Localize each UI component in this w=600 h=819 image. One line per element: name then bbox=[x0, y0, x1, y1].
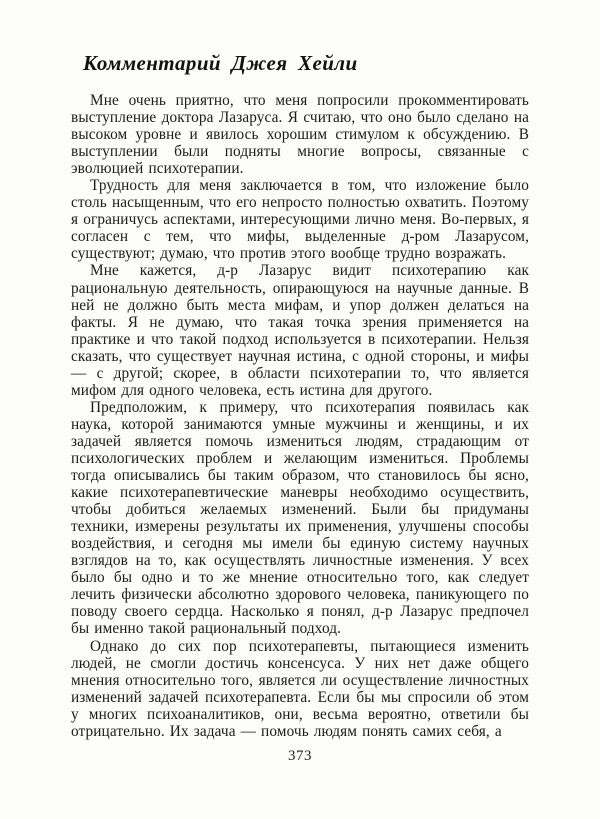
page-number: 373 bbox=[288, 748, 312, 764]
paragraph-3: Мне кажется, д-р Лазарус видит психотерапию как рациональную деятельность, опирающуюся на научные данные. В ней не должно быть места мифам, и упор должен делаться на факты. Я не думаю, что такая точка зрения применяется на практике и что такой подход используется в психотерапии. Нельзя сказать, что существует научная истина, с одной стороны, и мифы — с другой; скорее, в области психотерапии то, что является мифом для одного человека, есть истина для другого. bbox=[71, 262, 529, 399]
paragraph-4: Предположим, к примеру, что психотерапия появилась как наука, которой занимаются умные мужчины и женщины, и их задачей является помочь измениться людям, страдающим от психологических проблем и желающим измениться. Проблемы тогда описывались бы таким образом, что становилось бы ясно, какие психотерапевтические маневры необходимо осуществить, чтобы добиться желаемых изменений. Были бы придуманы техники, измерены результаты их применения, улучшены способы воздействия, и сегодня мы имели бы единую систему научных взглядов на то, как осуществлять личностные изменения. У всех было бы одно и то же мнение относительно того, как следует лечить физически абсолютно здорового человека, паникующего по поводу своего сердца. Насколько я понял, д-р Лазарус предпочел бы именно такой рациональный подход. bbox=[71, 398, 529, 638]
text-block bbox=[71, 51, 529, 740]
body-text bbox=[71, 92, 529, 740]
paragraph-2: Трудность для меня заключается в том, что изложение было столь насыщенным, что его непросто полностью охватить. Поэтому я ограничусь аспектами, интересующими лично меня. Во-первых, я согласен с тем, что мифы, выделенные д-ром Лазарусом, существуют; думаю, что против этого вообще трудно возражать. bbox=[71, 177, 529, 263]
paragraph-5: Однако до сих пор психотерапевты, пытающиеся изменить людей, не смогли достичь консенсуса. У них нет даже общего мнения относительно того, является ли осуществление личностных изменений задачей психотерапевта. Если бы мы спросили об этом у многих психоаналитиков, они, весьма вероятно, ответили бы отрицательно. Их задача — помочь людям понять самих себя, а bbox=[71, 637, 529, 740]
paragraph-1: Мне очень приятно, что меня попросили прокомментировать выступление доктора Лазаруса. Я считаю, что оно было сделано на высоком уровне и явилось хорошим стимулом к обсуждению. В выступлении были подняты многие вопросы, связанные с эволюцией психотерапии. bbox=[71, 92, 529, 178]
page-title: Комментарий Джея Хейли bbox=[83, 51, 358, 75]
